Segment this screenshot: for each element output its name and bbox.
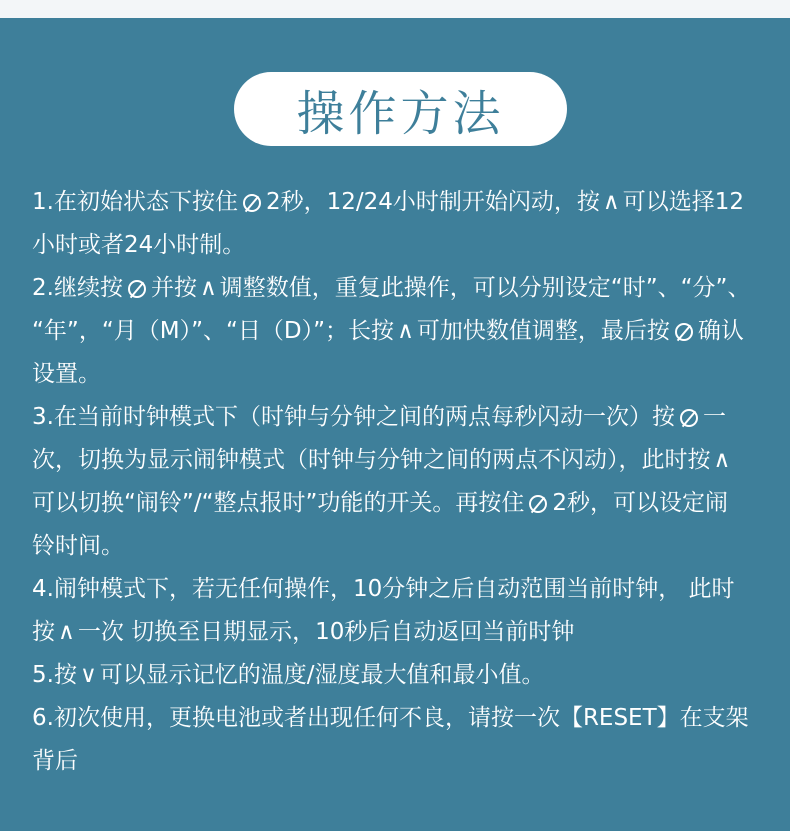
circle-slash-icon [128, 280, 146, 298]
circle-slash-icon [243, 194, 261, 212]
circle-slash-icon [529, 495, 547, 513]
instruction-line [32, 697, 774, 740]
top-band [0, 0, 790, 18]
instruction-text: 按 [32, 619, 55, 645]
instruction-text: 可加快数值调整，最后按 [416, 318, 670, 344]
instruction-text: 次，切换为显示闹钟模式（时钟与分钟之间的两点不闪动），此时按 [32, 447, 711, 473]
caret-up-icon: ∧ [602, 189, 620, 215]
instruction-text: 铃时间。 [32, 533, 124, 559]
instruction-line [32, 525, 774, 568]
instruction-text: “年”，“月（M）”、“日（D）”；长按 [32, 318, 395, 344]
instruction-line [32, 353, 774, 396]
instruction-line [32, 568, 774, 611]
instruction-line [32, 310, 774, 353]
instruction-text: 4.闹钟模式下，若无任何操作，10分钟之后自动范围当前时钟， 此时 [32, 576, 735, 602]
instruction-line [32, 654, 774, 697]
instruction-text: 调整数值，重复此操作，可以分别设定“时”、“分”、 [219, 275, 751, 301]
instruction-text: 2秒，可以设定闹 [552, 490, 729, 516]
instruction-text: 1.在初始状态下按住 [32, 189, 238, 215]
instruction-text: 并按 [150, 275, 197, 301]
instruction-line [32, 396, 774, 439]
instruction-text: 6.初次使用，更换电池或者出现任何不良，请按一次【RESET】在支架 [32, 705, 749, 731]
circle-slash-icon [675, 323, 693, 341]
instruction-line [32, 267, 774, 310]
instruction-line [32, 611, 774, 654]
instruction-text: 可以显示记忆的温度/湿度最大值和最小值。 [99, 662, 545, 688]
instruction-text: 一 [702, 404, 726, 430]
instruction-text: 2.继续按 [32, 275, 123, 301]
caret-up-icon: ∧ [58, 619, 75, 645]
instruction-line [32, 482, 774, 525]
instruction-list [32, 181, 774, 783]
title-pill [234, 72, 567, 146]
instruction-line [32, 740, 774, 783]
instruction-text: 确认 [697, 318, 744, 344]
instruction-text: 3.在当前时钟模式下（时钟与分钟之间的两点每秒闪动一次）按 [32, 404, 675, 430]
instruction-text: 5.按 [32, 662, 77, 688]
instruction-line [32, 224, 774, 267]
instruction-text: 一次 切换至日期显示，10秒后自动返回当前时钟 [77, 619, 575, 645]
circle-slash-icon [680, 409, 698, 427]
instruction-text: 设置。 [32, 361, 101, 387]
instruction-line [32, 181, 774, 224]
caret-up-icon: ∧ [199, 275, 217, 301]
page-title: 操作方法 [296, 85, 505, 142]
caret-down-icon: ∨ [79, 662, 97, 688]
caret-up-icon: ∧ [713, 447, 731, 473]
instruction-text: 背后 [32, 748, 78, 774]
instruction-text: 小时或者24小时制。 [32, 232, 246, 258]
instruction-text: 可以选择12 [622, 189, 744, 215]
instruction-text: 2秒，12/24小时制开始闪动，按 [265, 189, 600, 215]
caret-up-icon: ∧ [397, 318, 414, 344]
instruction-text: 可以切换“闹铃”/“整点报时”功能的开关。再按住 [32, 490, 525, 516]
instruction-line [32, 439, 774, 482]
